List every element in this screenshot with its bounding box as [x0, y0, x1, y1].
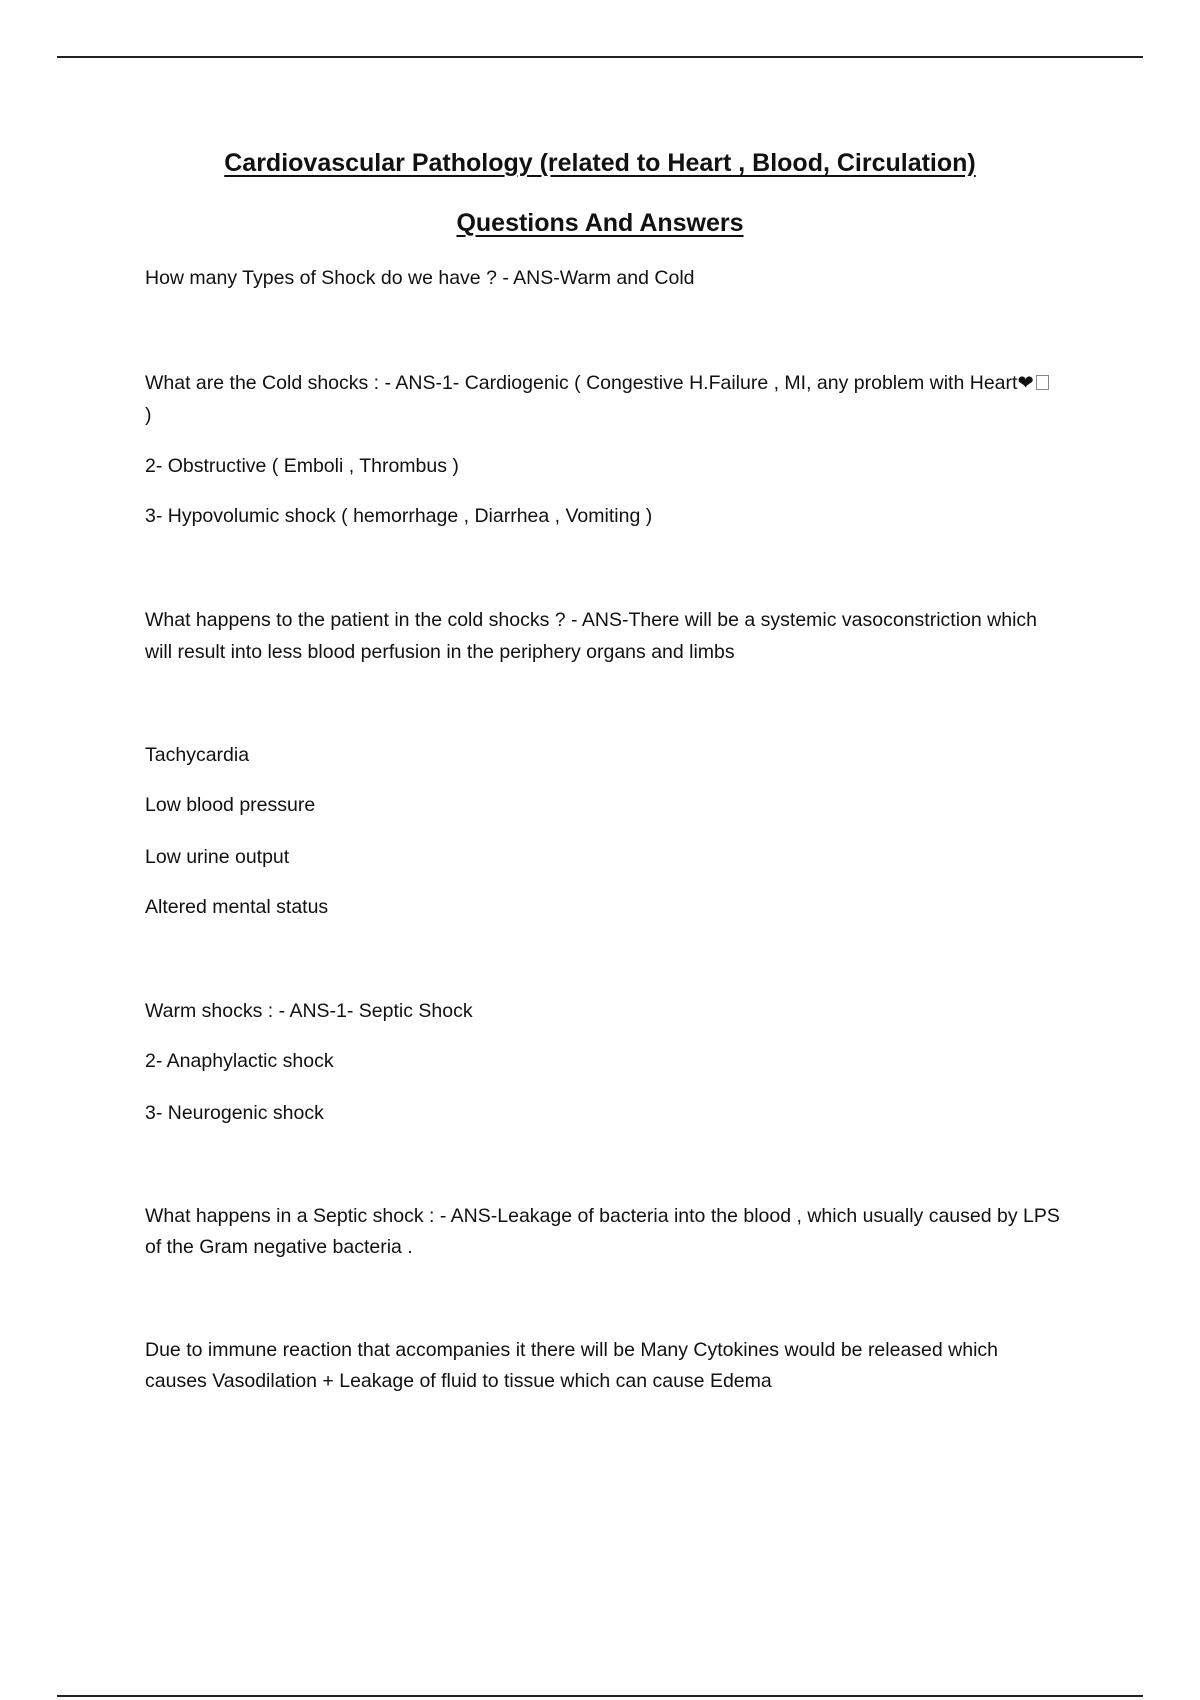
qa-line: 3- Neurogenic shock	[145, 1102, 324, 1124]
top-rule	[57, 56, 1143, 58]
qa-line: Warm shocks : - ANS-1- Septic Shock	[145, 1000, 473, 1022]
qa-text: What are the Cold shocks : - ANS-1- Cardiogenic ( Congestive H.Failure , MI, any problem with Heart	[145, 372, 1018, 394]
qa-line: 2- Obstructive ( Emboli , Thrombus )	[145, 455, 459, 477]
document-title: Cardiovascular Pathology (related to Heart , Blood, Circulation)	[224, 149, 976, 177]
qa-line: How many Types of Shock do we have ? - ANS-Warm and Cold	[145, 267, 695, 289]
qa-line: What happens in a Septic shock : - ANS-Leakage of bacteria into the blood , which usually caused by LPS	[145, 1205, 1060, 1227]
qa-line: )	[145, 404, 152, 426]
document-subtitle: Questions And Answers	[456, 209, 744, 237]
symptom-item: Low urine output	[145, 846, 290, 868]
qa-line: Due to immune reaction that accompanies it there will be Many Cytokines would be released which	[145, 1339, 999, 1361]
symptom-item: Altered mental status	[145, 896, 329, 918]
missing-glyph-icon	[1036, 375, 1049, 390]
symptom-item: Low blood pressure	[145, 794, 316, 816]
qa-line	[145, 367, 1085, 399]
qa-line: will result into less blood perfusion in the periphery organs and limbs	[145, 641, 735, 663]
heart-icon: ❤	[1017, 372, 1034, 394]
bottom-rule	[57, 1695, 1143, 1697]
qa-line: 3- Hypovolumic shock ( hemorrhage , Diarrhea , Vomiting )	[145, 505, 653, 527]
qa-line: of the Gram negative bacteria .	[145, 1236, 413, 1258]
symptom-item: Tachycardia	[145, 744, 250, 766]
qa-line: 2- Anaphylactic shock	[145, 1050, 334, 1072]
qa-line: What happens to the patient in the cold shocks ? - ANS-There will be a systemic vasoconstriction which	[145, 609, 1038, 631]
qa-line: causes Vasodilation + Leakage of fluid to tissue which can cause Edema	[145, 1370, 772, 1392]
